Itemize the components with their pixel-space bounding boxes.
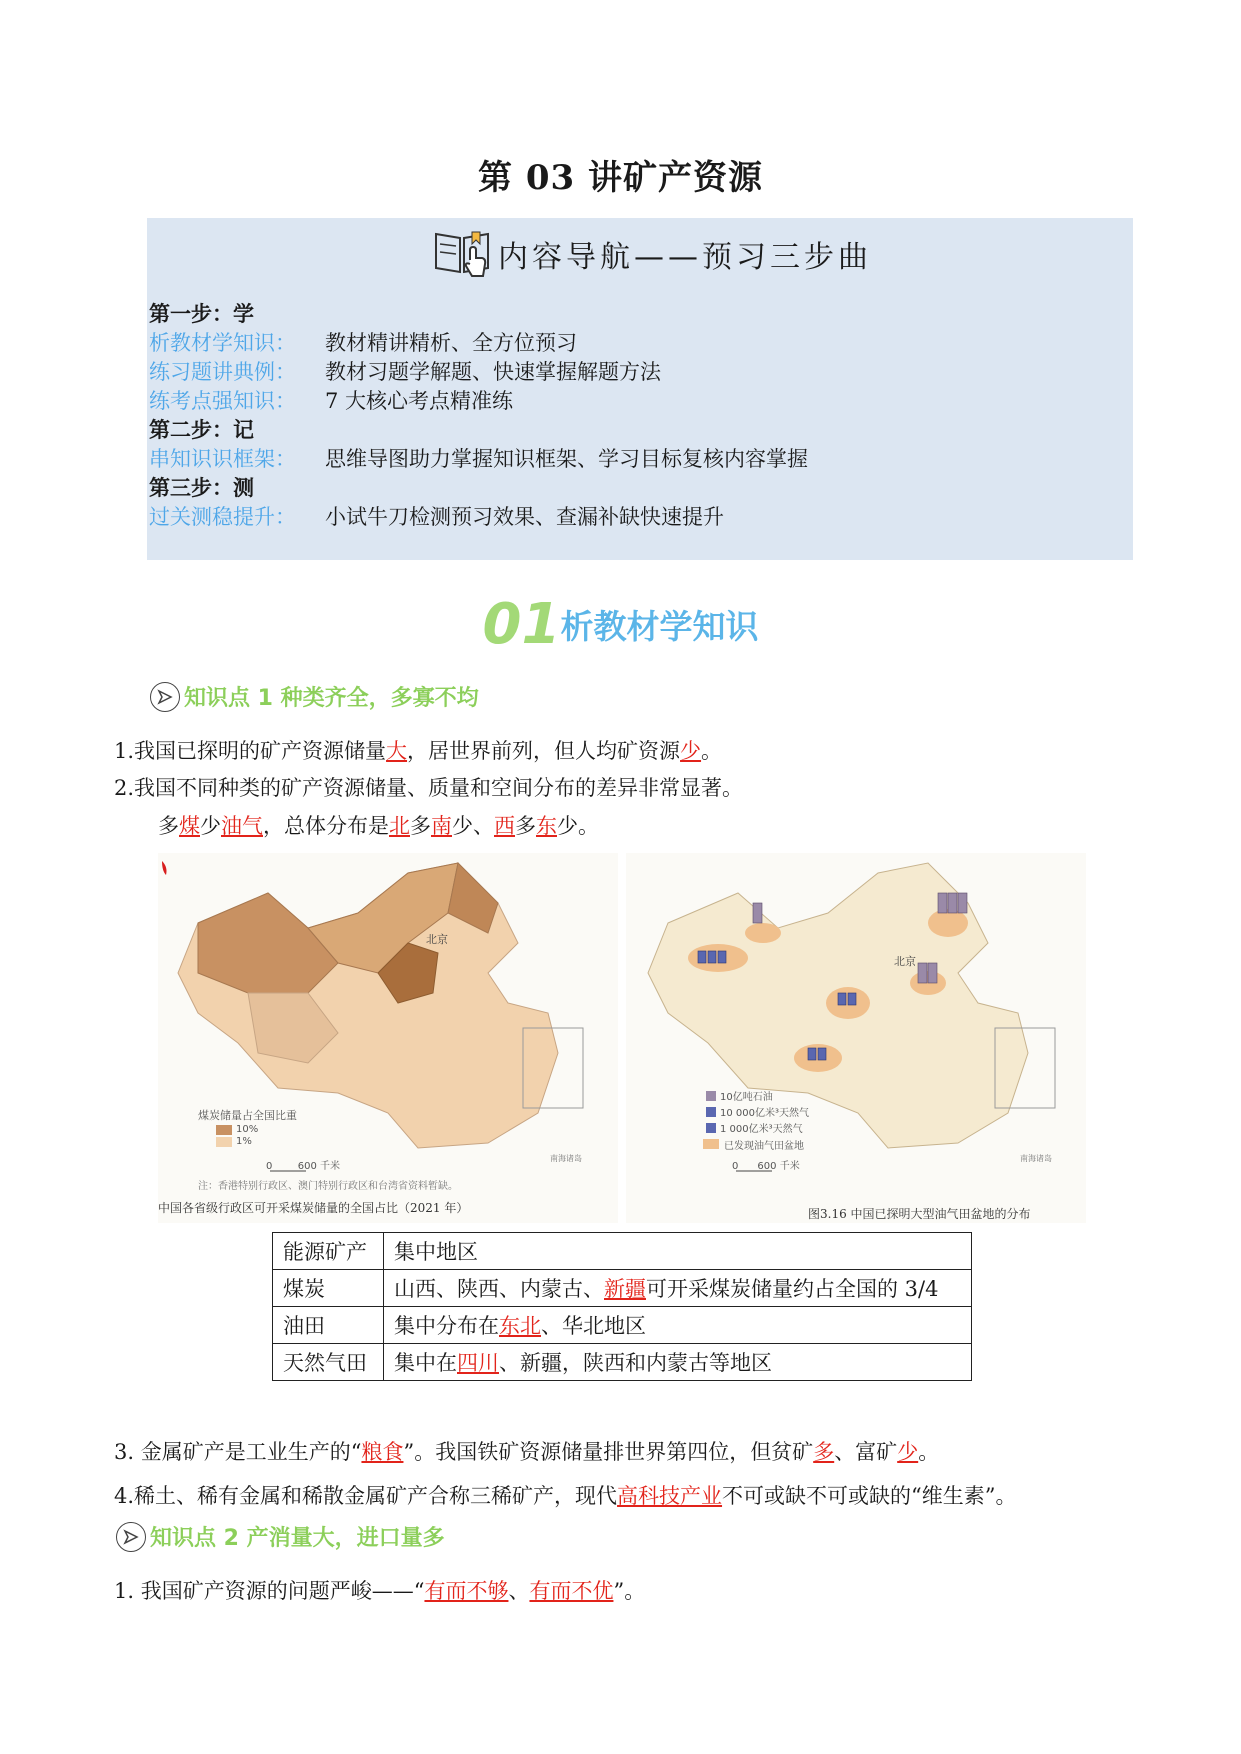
section-number: 01 [482, 592, 561, 657]
answer: 新疆 [604, 1277, 646, 1301]
text: 4.稀土、稀有金属和稀散金属矿产合称三稀矿产，现代 [114, 1484, 618, 1508]
nav-row-value: 教材精讲精析、全方位预习 [325, 331, 577, 355]
inset-label: 南海诸岛 [550, 1154, 582, 1163]
text: 多 [158, 814, 179, 838]
answer: 有而不够 [424, 1579, 509, 1603]
nav-row-key: 过关测稳提升： [149, 505, 296, 529]
oil-marker [948, 893, 957, 913]
text: 、富矿 [834, 1440, 898, 1464]
paragraph-4 [114, 1480, 1017, 1510]
maps-figure [158, 853, 1086, 1223]
table-cell [384, 1307, 972, 1344]
table-header-cell: 能源矿产 [273, 1233, 384, 1270]
paragraph-2: 2.我国不同种类的矿产资源储量、质量和空间分布的差异非常显著。 [114, 776, 744, 800]
gas-marker [708, 951, 716, 963]
paragraph-5 [114, 1575, 645, 1605]
step-1-label: 第一步：学 [149, 302, 254, 326]
answer: 油气 [221, 814, 263, 838]
nav-row-key: 串知识识框架： [149, 447, 296, 471]
text: ，居世界前列，但人均矿资源 [407, 739, 681, 763]
knowledge-point-1-heading [150, 681, 479, 712]
paragraph-3 [114, 1436, 939, 1466]
table-cell: 煤炭 [273, 1270, 384, 1307]
table-row [273, 1307, 972, 1344]
legend-gas-small-icon [706, 1123, 716, 1133]
paragraph-1 [114, 735, 722, 765]
text: 。 [701, 739, 723, 763]
table-cell [384, 1344, 972, 1381]
gas-marker [818, 1048, 826, 1060]
answer: 西 [494, 814, 515, 838]
answer: 南 [431, 814, 452, 838]
answer: 有而不优 [529, 1579, 614, 1603]
arrow-circle-icon [150, 682, 180, 712]
answer: 粮食 [361, 1440, 404, 1464]
gas-marker [698, 951, 706, 963]
text: 可开采煤炭储量约占全国的 3/4 [646, 1277, 939, 1301]
step-2-label: 第二步：记 [149, 418, 254, 442]
arrow-circle-icon [116, 1522, 146, 1552]
nav-row [149, 445, 808, 474]
table-row [273, 1344, 972, 1381]
gas-marker [838, 993, 846, 1005]
paragraph-2b [158, 810, 599, 840]
legend-basin-swatch [703, 1139, 719, 1149]
map-caption: 中国各省级行政区可开采煤炭储量的全国占比（2021 年） [158, 1201, 469, 1215]
answer: 少 [680, 739, 702, 763]
text: 少、 [452, 814, 494, 838]
table-header-row [273, 1233, 972, 1270]
oil-marker [928, 963, 937, 983]
section-heading [0, 592, 1241, 662]
basin-junggar [745, 923, 781, 943]
answer: 北 [389, 814, 410, 838]
legend-swatch-high [216, 1125, 232, 1135]
nav-row-key: 析教材学知识： [149, 331, 296, 355]
table-cell [384, 1270, 972, 1307]
legend-label: 已发现油气田盆地 [724, 1141, 804, 1152]
text: 1. 我国矿产资源的问题严峻——“ [114, 1579, 425, 1603]
page-title: 第 03 讲矿产资源 [478, 158, 763, 198]
oil-marker [938, 893, 947, 913]
legend-title: 煤炭储量占全国比重 [198, 1109, 297, 1122]
gas-marker [808, 1048, 816, 1060]
text: ，总体分布是 [263, 814, 389, 838]
scale-label: 0 600 千米 [266, 1161, 341, 1172]
text: 1.我国已探明的矿产资源储量 [114, 739, 387, 763]
legend-gas-large-icon [706, 1107, 716, 1117]
answer: 少 [897, 1440, 919, 1464]
text: 集中分布在 [394, 1314, 499, 1338]
answer: 东 [536, 814, 557, 838]
answer: 东北 [499, 1314, 541, 1338]
scale-label: 0 600 千米 [732, 1161, 800, 1172]
inset-label: 南海诸岛 [1020, 1154, 1052, 1163]
text: 少。 [557, 814, 599, 838]
gas-marker [718, 951, 726, 963]
text: 、华北地区 [541, 1314, 646, 1338]
text: 、新疆，陕西和内蒙古等地区 [499, 1351, 772, 1375]
text: 集中在 [394, 1351, 457, 1375]
book-pointer-icon [432, 226, 494, 282]
legend-label: 10 000亿米³天然气 [720, 1108, 809, 1119]
text: 山西、陕西、内蒙古、 [394, 1277, 604, 1301]
gas-marker [848, 993, 856, 1005]
legend-oil-icon [706, 1091, 716, 1101]
nav-row-value: 思维导图助力掌握知识框架、学习目标复核内容掌握 [325, 447, 808, 471]
nav-row-key: 练习题讲典例： [149, 360, 296, 384]
text: 3. 金属矿产是工业生产的“ [114, 1440, 362, 1464]
answer: 高科技产业 [617, 1484, 723, 1508]
map-note: 注：香港特别行政区、澳门特别行政区和台湾省资料暂缺。 [198, 1181, 458, 1192]
energy-minerals-table [272, 1232, 972, 1381]
answer: 大 [386, 739, 408, 763]
text: ”。 [613, 1579, 646, 1603]
answer: 多 [813, 1440, 835, 1464]
oil-marker [918, 963, 927, 983]
oil-marker [753, 903, 762, 923]
nav-row-value: 小试牛刀检测预习效果、查漏补缺快速提升 [325, 505, 724, 529]
beijing-label: 北京 [426, 933, 448, 946]
beijing-label: 北京 [894, 955, 916, 968]
answer: 四川 [457, 1351, 499, 1375]
table-header-cell: 集中地区 [384, 1233, 972, 1270]
nav-row [149, 503, 808, 532]
answer: 煤 [179, 814, 200, 838]
text: 少 [200, 814, 221, 838]
nav-header [432, 226, 872, 282]
text: 多 [410, 814, 431, 838]
text: 。 [918, 1440, 940, 1464]
nav-row-value: 7 大核心考点精准练 [325, 389, 514, 413]
step-3-label: 第三步：测 [149, 476, 254, 500]
nav-body [149, 300, 808, 532]
text: 多 [515, 814, 536, 838]
nav-header-text: 内容导航——预习三步曲 [498, 240, 872, 275]
oil-marker [958, 893, 967, 913]
map-caption: 图3.16 中国已探明大型油气田盆地的分布 [808, 1207, 1031, 1221]
legend-label: 10亿吨石油 [720, 1092, 773, 1103]
legend-swatch-low [216, 1137, 232, 1147]
nav-row [149, 387, 808, 416]
nav-row [149, 329, 808, 358]
table-row [273, 1270, 972, 1307]
table-cell: 油田 [273, 1307, 384, 1344]
table-cell: 天然气田 [273, 1344, 384, 1381]
text: 不可或缺不可或缺的“维生素”。 [722, 1484, 1017, 1508]
knowledge-point-title: 知识点 2 产消量大，进口量多 [150, 1526, 445, 1551]
legend-label: 1 000亿米³天然气 [720, 1124, 803, 1135]
legend-label: 1% [236, 1136, 252, 1147]
text: 、 [508, 1579, 530, 1603]
text: ”。我国铁矿资源储量排世界第四位，但贫矿 [403, 1440, 814, 1464]
section-title: 析教材学知识 [560, 607, 759, 646]
content-navigation-box [147, 218, 1133, 560]
legend-label: 10% [236, 1124, 259, 1135]
nav-row-key: 练考点强知识： [149, 389, 296, 413]
knowledge-point-2-heading [116, 1521, 445, 1552]
nav-row [149, 358, 808, 387]
knowledge-point-title: 知识点 1 种类齐全，多寡不均 [184, 686, 479, 711]
nav-row-value: 教材习题学解题、快速掌握解题方法 [325, 360, 661, 384]
